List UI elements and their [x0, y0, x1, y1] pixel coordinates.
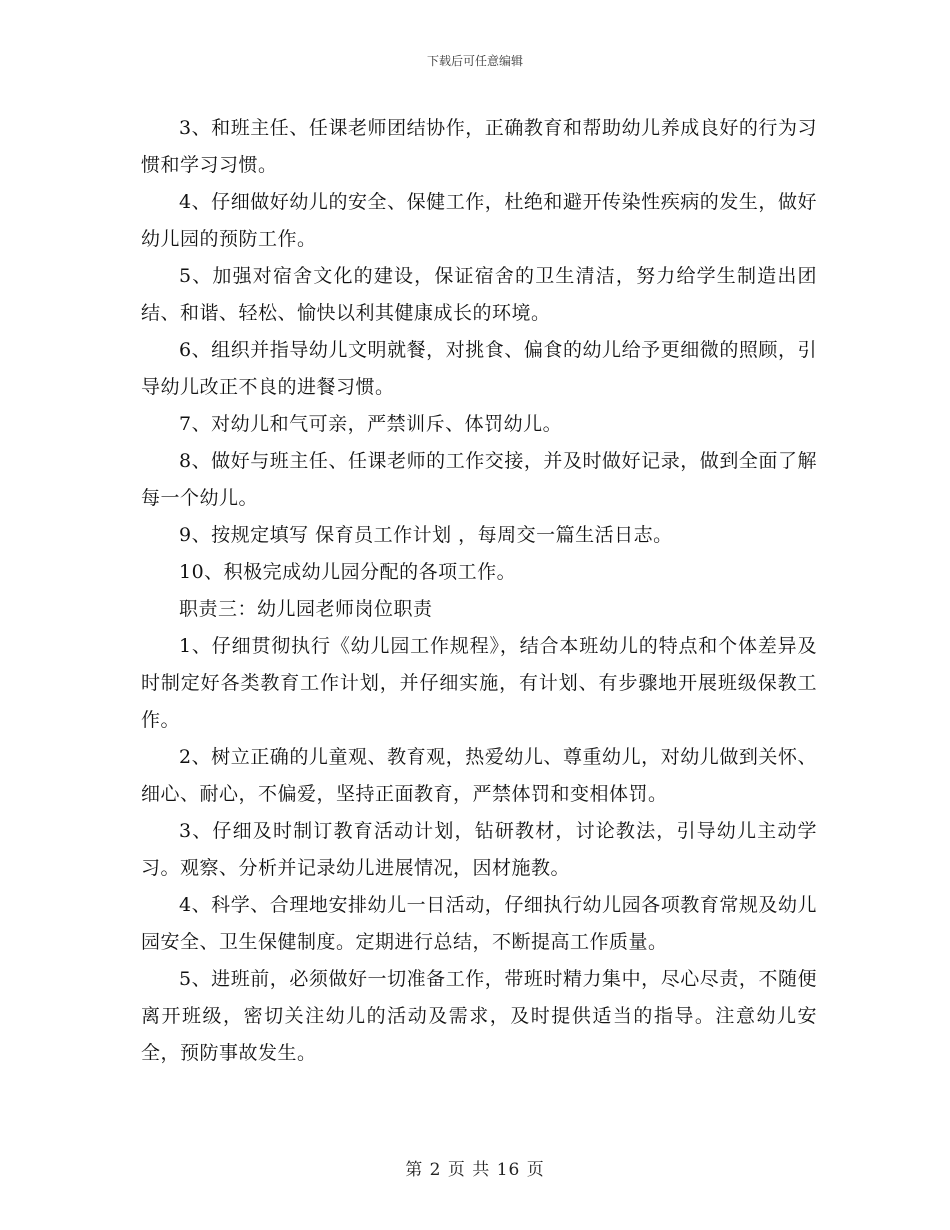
- paragraph-item-8-handover: 8、做好与班主任、任课老师的工作交接，并及时做好记录，做到全面了解每一个幼儿。: [141, 450, 817, 509]
- paragraph-item-4-safety: 4、仔细做好幼儿的安全、保健工作，杜绝和避开传染性疾病的发生，做好幼儿园的预防工作。: [141, 191, 817, 250]
- document-body: [141, 110, 817, 1072]
- page-header-note: 下载后可任意编辑: [426, 54, 523, 68]
- paragraph-teacher-item-5: 5、进班前，必须做好一切准备工作，带班时精力集中，尽心尽责，不随便离开班级，密切关注幼儿的活动及需求，及时提供适当的指导。注意幼儿安全，预防事故发生。: [141, 968, 817, 1064]
- paragraph-item-10-tasks: 10、积极完成幼儿园分配的各项工作。: [179, 561, 517, 583]
- page-number-footer: 第 2 页 共 16 页: [405, 1160, 545, 1180]
- paragraph-item-3-cooperation: 3、和班主任、任课老师团结协作，正确教育和帮助幼儿养成良好的行为习惯和学习习惯。: [141, 117, 817, 176]
- paragraph-item-5-dormitory: 5、加强对宿舍文化的建设，保证宿舍的卫生清洁，努力给学生制造出团结、和谐、轻松、愉快以利其健康成长的环境。: [141, 265, 817, 324]
- paragraph-item-6-dining: 6、组织并指导幼儿文明就餐，对挑食、偏食的幼儿给予更细微的照顾，引导幼儿改正不良的进餐习惯。: [141, 339, 817, 398]
- paragraph-teacher-item-4: 4、科学、合理地安排幼儿一日活动，仔细执行幼儿园各项教育常规及幼儿园安全、卫生保健制度。定期进行总结，不断提高工作质量。: [141, 894, 817, 953]
- paragraph-teacher-item-3: 3、仔细及时制订教育活动计划，钻研教材，讨论教法，引导幼儿主动学习。观察、分析并记录幼儿进展情况，因材施教。: [141, 820, 817, 879]
- paragraph-item-9-records: 9、按规定填写 保育员工作计划 ，每周交一篇生活日志。: [179, 524, 673, 546]
- section-heading-duty-three: 职责三：幼儿园老师岗位职责: [179, 598, 433, 620]
- paragraph-teacher-item-2: 2、树立正确的儿童观、教育观，热爱幼儿、尊重幼儿，对幼儿做到关怀、细心、耐心，不偏爱，坚持正面教育，严禁体罚和变相体罚。: [141, 746, 817, 805]
- paragraph-teacher-item-1: 1、仔细贯彻执行《幼儿园工作规程》，结合本班幼儿的特点和个体差异及时制定好各类教育工作计划，并仔细实施，有计划、有步骤地开展班级保教工作。: [141, 635, 817, 731]
- paragraph-item-7-kindness: 7、对幼儿和气可亲，严禁训斥、体罚幼儿。: [179, 413, 563, 435]
